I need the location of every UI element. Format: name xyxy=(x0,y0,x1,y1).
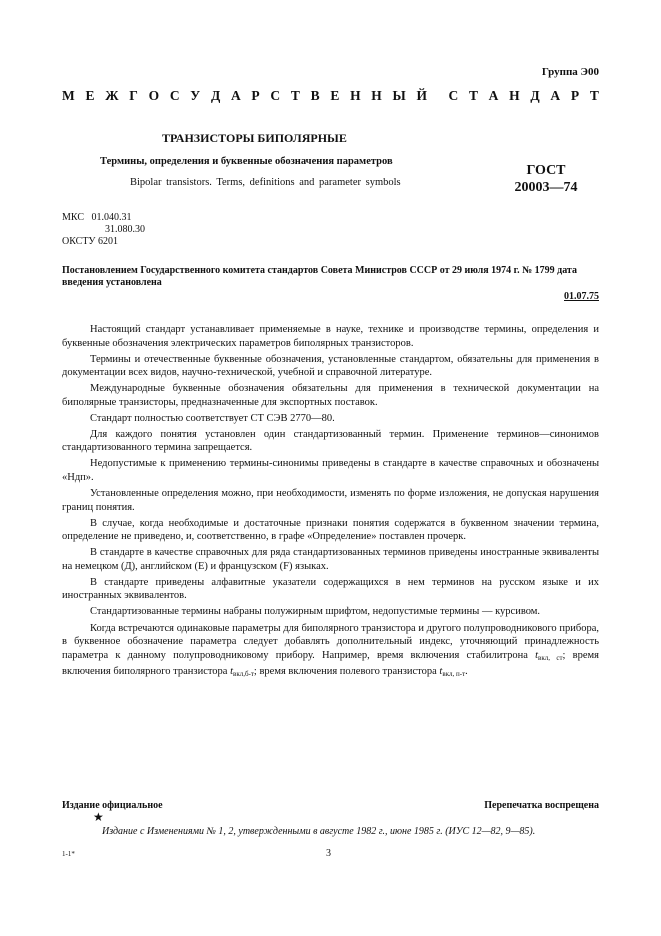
mks-label: МКС xyxy=(62,212,84,223)
heading-letter: Н xyxy=(509,88,520,103)
heading-letter: С xyxy=(448,88,459,103)
paragraph-text: Когда встречаются одинаковые параметры для биполярного транзистора и другого полупроводникового прибора, в буквенное обозначение параметра следует добавлять дополнительный индекс, уточняющий принадлежность параметра к данному полупроводниковому прибору. Например, время включения стабилитрона xyxy=(62,622,599,661)
official-edition-label: Издание официальное xyxy=(62,800,163,811)
page-number: 3 xyxy=(326,848,331,859)
document-subtitle-english: Bipolar transistors. Terms, definitions and parameter symbols xyxy=(130,177,401,188)
heading-letter: Т xyxy=(290,88,300,103)
paragraph: Недопустимые к применению термины-синонимы приведены в стандарте в качестве справочных и обозначены «Ндп». xyxy=(62,458,599,483)
paragraph: Настоящий стандарт устанавливает применяемые в науке, технике и производстве термины, определения и буквенные обозначения электрических параметров биполярных транзисторов. xyxy=(62,324,599,349)
heading-letter: Ы xyxy=(392,88,406,103)
heading-letter: Т xyxy=(468,88,478,103)
gost-designation xyxy=(506,162,586,196)
gost-number: 20003—74 xyxy=(514,180,578,195)
symbol-t: t xyxy=(439,666,443,678)
decree-text: Постановлением Государственного комитета стандартов Совета Министров СССР от 29 июля 1974 г. № 1799 дата введения установлена xyxy=(62,265,577,288)
reprint-notice: Перепечатка воспрещена xyxy=(484,800,599,811)
symbol-index: вкл,б-т xyxy=(233,670,254,679)
group-code: Группа Э00 xyxy=(541,66,599,78)
heading-letter: А xyxy=(550,88,561,103)
paragraph: Установленные определения можно, при необходимости, изменять по форме изложения, не допуская нарушения границ понятия. xyxy=(62,488,599,513)
heading-letter: М xyxy=(62,88,75,103)
paragraph: Международные буквенные обозначения обязательны для применения в технической документации на биполярные транзисторы, предназначенные для экспортных поставок. xyxy=(62,383,599,408)
paragraph: В случае, когда необходимые и достаточные признаки понятия содержатся в буквенном значении термина, определение не приведено, и, соответственно, в графе «Определение» поставлен прочерк. xyxy=(62,517,599,543)
amendments-note: Издание с Изменениями № 1, 2, утвержденными в августе 1982 г., июне 1985 г. (ИУС 12—82, 9—85). xyxy=(102,826,536,837)
heading-letter: А xyxy=(230,88,241,103)
mks-code: 31.080.30 xyxy=(105,224,145,235)
paragraph-text: ; время включения полевого транзистора xyxy=(253,666,440,678)
heading-letter: В xyxy=(310,88,320,103)
mks-code: 01.040.31 xyxy=(91,212,132,223)
heading-letter: У xyxy=(190,88,201,103)
paragraph: Стандартизованные термины набраны полужирным шрифтом, недопустимые термины — курсивом. xyxy=(90,606,541,618)
heading-letter: Т xyxy=(589,88,599,103)
heading-letter: Н xyxy=(371,88,382,103)
heading-letter: Е xyxy=(330,88,340,103)
document-subtitle: Термины, определения и буквенные обозначения параметров xyxy=(100,156,393,167)
heading-letter: Й xyxy=(416,88,428,103)
paragraph xyxy=(62,622,599,682)
symbol-index: вкл, ст xyxy=(538,653,563,662)
heading-letter: Р xyxy=(570,88,580,103)
document-title: ТРАНЗИСТОРЫ БИПОЛЯРНЫЕ xyxy=(162,131,347,145)
corner-mark: 1-1* xyxy=(62,850,75,858)
paragraph: Для каждого понятия установлен один стандартизованный термин. Применение терминов—синонимов стандартизованного термина запрещается. xyxy=(62,428,599,454)
paragraph: В стандарте в качестве справочных для ряда стандартизованных терминов приведены иностранные эквиваленты на немецком (Д), английском (Е) и французском (F) языках. xyxy=(62,547,599,572)
body-text xyxy=(62,323,599,684)
classification-codes xyxy=(62,212,145,248)
paragraph: В стандарте приведены алфавитные указатели содержащихся в нем терминов на русском языке и их иностранных эквивалентов. xyxy=(62,576,599,602)
gost-label: ГОСТ xyxy=(526,163,566,178)
paragraph-text: ; время включения биполярного транзистора xyxy=(62,649,599,678)
heading-letter: С xyxy=(169,88,180,103)
star-icon: ★ xyxy=(93,810,104,824)
heading-letter: Г xyxy=(129,88,138,103)
heading-letter: Р xyxy=(251,88,260,103)
heading-letter: Н xyxy=(350,88,361,103)
paragraph: Термины и отечественные буквенные обозначения, установленные стандартом, обязательны для применения в документации всех видов, научно-технической, учебной и справочной литературе. xyxy=(62,353,599,379)
heading-letter: А xyxy=(488,88,499,103)
paragraph: Стандарт полностью соответствует СТ СЭВ 2770—80. xyxy=(90,412,335,424)
heading-letter: Е xyxy=(85,88,95,103)
symbol-t: t xyxy=(535,649,539,661)
paragraph-text: . xyxy=(465,666,468,678)
heading-letter: О xyxy=(148,88,160,103)
introduction-date: 01.07.75 xyxy=(564,291,599,302)
symbol-index: вкл, п-т xyxy=(442,670,466,679)
heading-letter: Д xyxy=(530,88,540,103)
symbol-t: t xyxy=(230,666,234,678)
heading-letter: Д xyxy=(210,88,221,103)
okstu-code: ОКСТУ 6201 xyxy=(62,236,119,247)
heading-letter: С xyxy=(270,88,281,103)
interstate-standard-heading xyxy=(62,88,599,104)
heading-letter: Ж xyxy=(105,88,119,103)
